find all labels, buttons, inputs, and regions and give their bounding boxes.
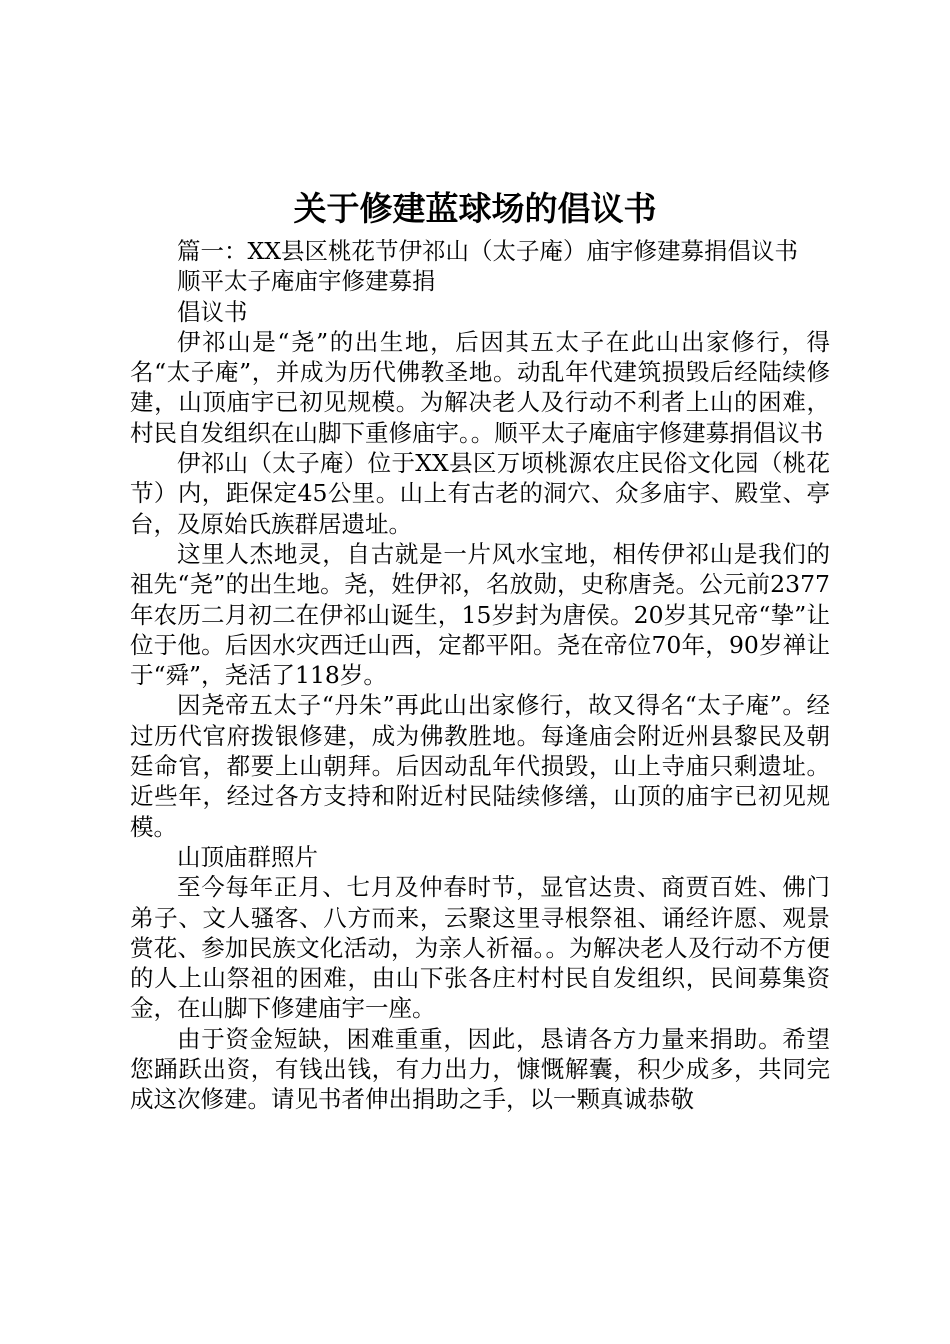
paragraph-intro: 伊祁山是“尧”的出生地，后因其五太子在此山出家修行，得名“太子庵”，并成为历代佛教圣地。动乱年代建筑损毁后经陆续修建，山顶庙宇已初见规模。为解决老人及行动不利者上山的困难，村民自发组织在山脚下重修庙宇。。顺平太子庵庙宇修建募捐倡议书 — [130, 327, 830, 447]
paragraph-visitors: 至今每年正月、七月及仲春时节，显官达贵、商贾百姓、佛门弟子、文人骚客、八方而来，云聚这里寻根祭祖、诵经许愿、观景赏花、参加民族文化活动，为亲人祈福。。为解决老人及行动不方便的人上山祭祖的困难，由山下张各庄村村民自发组织，民间募集资金，在山脚下修建庙宇一座。 — [130, 873, 830, 1023]
paragraph-heading-article-one: 篇一：XX县区桃花节伊祁山（太子庵）庙宇修建募捐倡议书 — [177, 237, 798, 265]
paragraph-location: 伊祁山（太子庵）位于XX县区万顷桃源农庄民俗文化园（桃花节）内，距保定45公里。山上有古老的洞穴、众多庙宇、殿堂、亭台，及原始氏族群居遗址。 — [130, 449, 830, 538]
paragraph-history-yao: 这里人杰地灵，自古就是一片风水宝地，相传伊祁山是我们的祖先“尧”的出生地。尧，姓伊祁，名放勋，史称唐尧。公元前2377年农历二月初二在伊祁山诞生，15岁封为唐侯。20岁其兄帝“挚”让位于他。后因水灾西迁山西，定都平阳。尧在帝位70年，90岁禅让于“舜”，尧活了118岁。 — [130, 539, 830, 690]
paragraph-history-temple: 因尧帝五太子“丹朱”再此山出家修行，故又得名“太子庵”。经过历代官府拨银修建，成为佛教胜地。每逢庙会附近州县黎民及朝廷命官，都要上山朝拜。后因动乱年代损毁，山上寺庙只剩遗址。近些年，经过各方支持和附近村民陆续修缮，山顶的庙宇已初见规模。 — [130, 691, 830, 841]
paragraph-appeal: 由于资金短缺，困难重重，因此，恳请各方力量来捐助。希望您踊跃出资，有钱出钱，有力出力，慷慨解囊，积少成多，共同完成这次修建。请见书者伸出捐助之手，以一颗真诚恭敬 — [130, 1024, 830, 1114]
paragraph-subtitle: 顺平太子庵庙宇修建募捐 — [177, 267, 436, 296]
document-title: 关于修建蓝球场的倡议书 — [293, 189, 657, 228]
paragraph-photo-caption: 山顶庙群照片 — [177, 842, 318, 871]
document-body — [130, 236, 830, 1115]
paragraph-proposal-label: 倡议书 — [177, 297, 248, 326]
